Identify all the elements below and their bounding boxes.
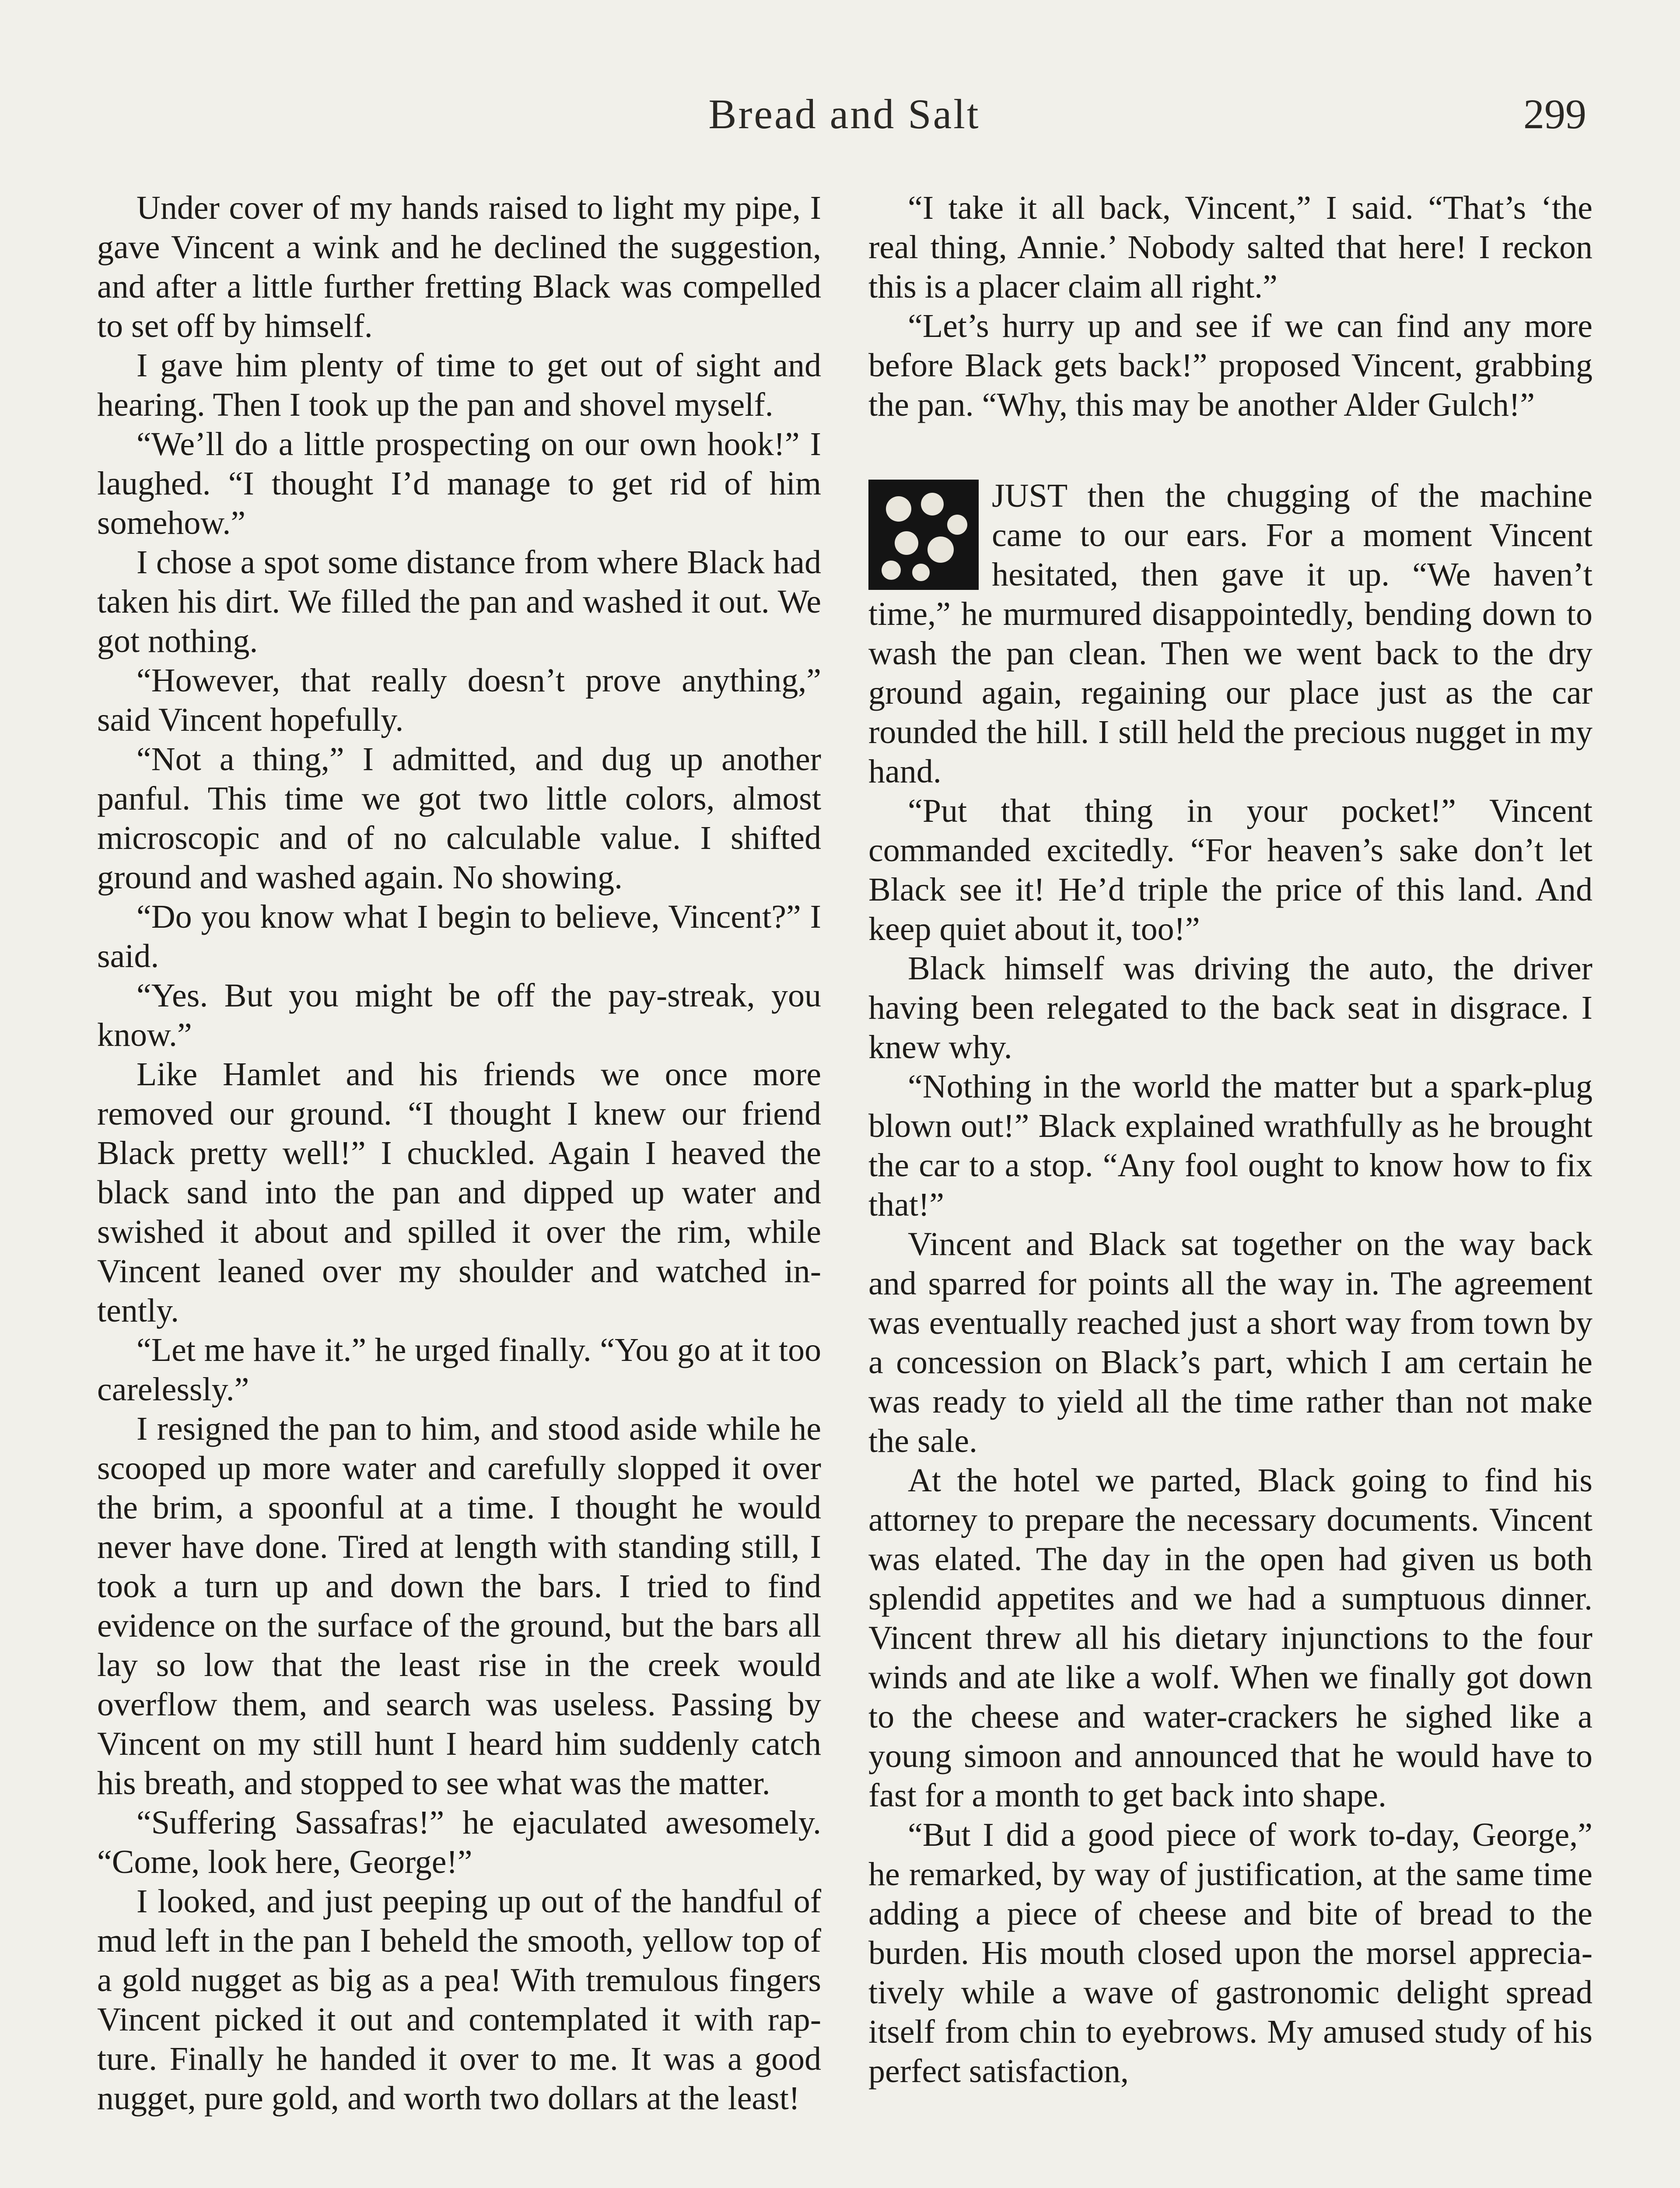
paragraph: “Let’s hurry up and see if we can find any more before Black gets back!” proposed Vincent, grabbing the pan. “Why, this may be another Alder Gulch!” bbox=[868, 308, 1592, 423]
paragraph: Like Hamlet and his friends we once more removed our ground. “I thought I knew our friend Black pretty well!” I chuckled. Again I heaved the black sand into the pan and dipped up water and swished it about and spilled it over the rim, while Vincent leaned over my shoulder and watched intently. bbox=[97, 1056, 821, 1329]
paragraph: I looked, and just peeping up out of the handful of mud left in the pan I beheld the smooth, yellow top of a gold nugget as big as a pea! With tremulous fingers Vincent picked it out and contemplated it with rapture. Finally he handed it over to me. It was a good nugget, pure gold, and worth two dollars at the least! bbox=[97, 1883, 821, 2117]
ornamental-initial-icon bbox=[868, 480, 979, 590]
paragraph: I gave him plenty of time to get out of sight and hearing. Then I took up the pan and shovel myself. bbox=[97, 347, 821, 423]
paragraph: I resigned the pan to him, and stood aside while he scooped up more water and carefully slopped it over the brim, a spoonful at a time. I thought he would never have done. Tired at length with standing still, I took a turn up and down the bars. I tried to find evidence on the surface of the ground, but the bars all lay so low that the least rise in the creek would overflow them, and search was useless. Passing by Vincent on my still hunt I heard him suddenly catch his breath, and stopped to see what was the matter. bbox=[97, 1410, 821, 1802]
section-break bbox=[868, 424, 1592, 476]
left-text-column bbox=[97, 188, 821, 2118]
paragraph: “But I did a good piece of work to-day, George,” he remarked, by way of justification, at the same time adding a piece of cheese and bite of bread to the burden. His mouth closed upon the morsel appreciatively while a wave of gastronomic delight spread itself from chin to eyebrows. My amused study of his perfect satisfaction, bbox=[868, 1816, 1592, 2090]
paragraph: “We’ll do a little prospecting on our own hook!” I laughed. “I thought I’d manage to get rid of him somehow.” bbox=[97, 426, 821, 541]
paragraph: “I take it all back, Vincent,” I said. “That’s ‘the real thing, Annie.’ Nobody salted that here! I reckon this is a placer claim all right.” bbox=[868, 189, 1592, 305]
paragraph: Black himself was driving the auto, the driver having been relegated to the back seat in disgrace. I knew why. bbox=[868, 950, 1592, 1066]
paragraph: “Nothing in the world the matter but a spark-plug blown out!” Black explained wrathfully as he brought the car to a stop. “Any fool ought to know how to fix that!” bbox=[868, 1068, 1592, 1223]
right-text-column bbox=[868, 188, 1592, 2091]
paragraph: “Yes. But you might be off the pay-streak, you know.” bbox=[97, 977, 821, 1053]
paragraph: Vincent and Black sat together on the way back and sparred for points all the way in. The agreement was eventually reached just a short way from town by a concession on Black’s part, which I am certain he was ready to yield all the time rather than not make the sale. bbox=[868, 1226, 1592, 1459]
running-head-title: Bread and Salt bbox=[708, 91, 980, 137]
page-number: 299 bbox=[1523, 91, 1586, 137]
paragraph-dropcap: JUST then the chugging of the machine came to our ears. For a moment Vincent hesitated, then gave it up. “We haven’t time,” he murmured disappointedly, bending down to wash the pan clean. Then we went back to the dry ground again, regaining our place just as the car rounded the hill. I still held the precious nugget in my hand. bbox=[868, 477, 1592, 790]
paragraph: “Let me have it.” he urged finally. “You go at it too carelessly.” bbox=[97, 1332, 821, 1408]
paragraph: “Put that thing in your pocket!” Vincent commanded excitedly. “For heaven’s sake don’t let Black see it! He’d triple the price of this land. And keep quiet about it, too!” bbox=[868, 792, 1592, 947]
paragraph: At the hotel we parted, Black going to find his attorney to prepare the necessary documents. Vincent was elated. The day in the open had given us both splendid appetites and we had a sumptuous dinner. Vincent threw all his dietary injunctions to the four winds and ate like a wolf. When we finally got down to the cheese and water-crackers he sighed like a young simoon and announced that he would have to fast for a month to get back into shape. bbox=[868, 1462, 1592, 1814]
paragraph: Under cover of my hands raised to light my pipe, I gave Vincent a wink and he declined the suggestion, and after a little further fretting Black was compelled to set off by himself. bbox=[97, 189, 821, 344]
paragraph: “However, that really doesn’t prove anything,” said Vincent hopefully. bbox=[97, 662, 821, 738]
paragraph: “Suffering Sassafras!” he ejaculated awesomely. “Come, look here, George!” bbox=[97, 1804, 821, 1880]
paragraph: “Not a thing,” I admitted, and dug up another panful. This time we got two little colors, almost microscopic and of no calculable value. I shifted ground and washed again. No showing. bbox=[97, 741, 821, 896]
paragraph: I chose a spot some distance from where Black had taken his dirt. We filled the pan and washed it out. We got nothing. bbox=[97, 544, 821, 659]
paragraph: “Do you know what I begin to believe, Vincent?” I said. bbox=[97, 898, 821, 975]
